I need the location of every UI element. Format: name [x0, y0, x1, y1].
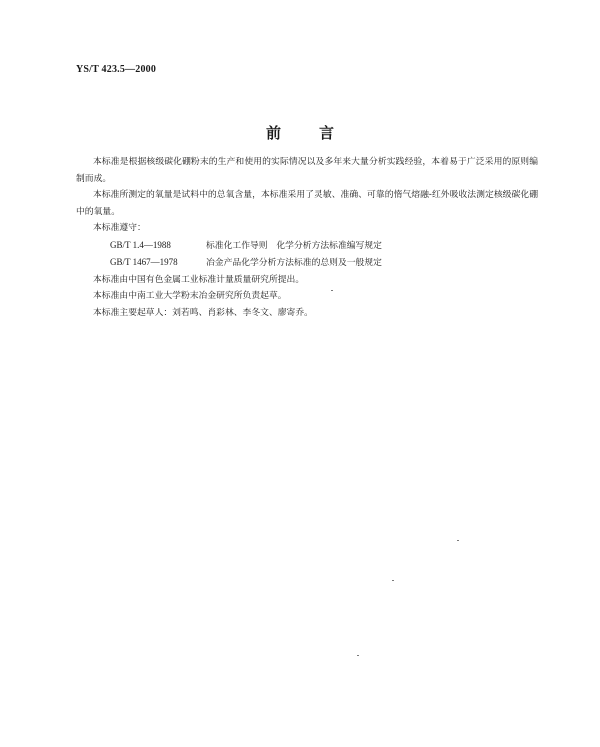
- reference-title: 标准化工作导则 化学分析方法标准编写规定: [206, 240, 382, 251]
- paragraph-drafters: 本标准主要起草人：刘若鸣、肖彩林、李冬文、廖寄乔。: [93, 307, 313, 318]
- paragraph-compliance: 本标准遵守：: [93, 223, 146, 233]
- paragraph-proposer: 本标准由中国有色金属工业标准计量质量研究所提出。: [93, 274, 305, 285]
- paragraph-drafting-unit: 本标准由中南工业大学粉末冶金研究所负责起草。: [93, 291, 287, 301]
- page-title: 前言: [265, 124, 372, 142]
- scan-speck: [357, 655, 359, 656]
- scan-speck: [392, 580, 394, 581]
- paragraph-method: 本标准所测定的氧量是试料中的总氧含量，本标准采用了灵敏、准确、可靠的惰气熔融-红外吸收法测定核级碳化硼中的氧量。: [76, 190, 538, 217]
- reference-code: GB/T 1467—1978: [110, 257, 178, 267]
- foreword-body: [76, 154, 538, 321]
- reference-item: [76, 237, 538, 255]
- reference-item: [76, 254, 538, 272]
- reference-code: GB/T 1.4—1988: [110, 239, 171, 250]
- scan-speck: [457, 540, 459, 541]
- scan-speck: [331, 290, 333, 291]
- reference-title: 冶金产品化学分析方法标准的总则及一般规定: [206, 258, 382, 268]
- standard-code: YS/T 423.5—2000: [76, 64, 157, 75]
- paragraph-purpose: 本标准是根据核级碳化硼粉末的生产和使用的实际情况以及多年来大量分析实践经验，本着易于广泛采用的原则编制而成。: [76, 157, 538, 184]
